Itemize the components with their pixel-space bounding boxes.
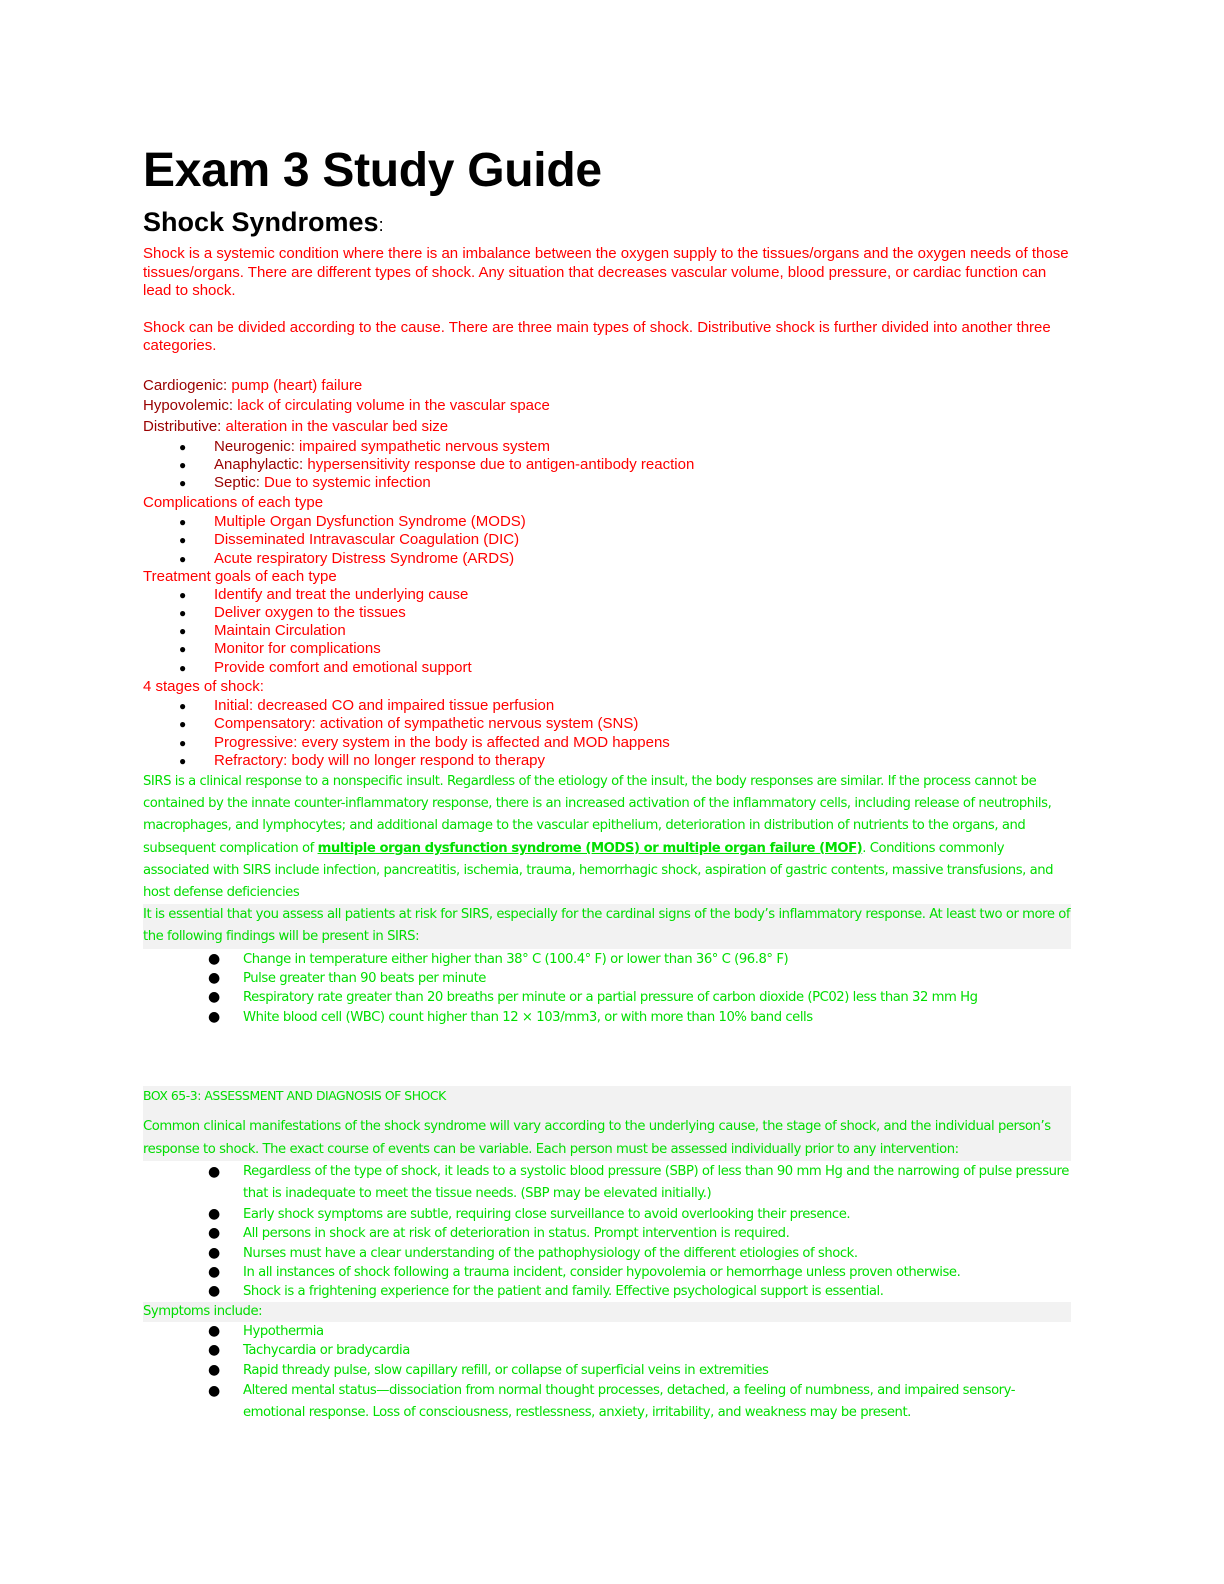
- list-item: ● Monitor for complications: [143, 640, 1071, 658]
- list-item: ● Maintain Circulation: [143, 622, 1071, 640]
- type-term: Cardiogenic:: [143, 376, 228, 394]
- list-item: [143, 456, 1071, 474]
- subtype-term: Neurogenic:: [214, 438, 295, 455]
- stages-heading: 4 stages of shock:: [143, 677, 264, 695]
- list-item: ● Rapid thready pulse, slow capillary refill, or collapse of superficial veins in extremities: [143, 1361, 1071, 1380]
- treatment-list: [143, 586, 1071, 677]
- list-item: ● Pulse greater than 90 beats per minute: [143, 969, 1071, 988]
- list-item: ● Altered mental status—dissociation from normal thought processes, detached, a feeling of numbness, and impaired sensory-emotional response. Loss of consciousness, restlessness, anxiety, irritability, and weakness may be present.: [143, 1380, 1071, 1424]
- sirs-paragraph: [143, 771, 1071, 904]
- complications-heading: Complications of each type: [143, 493, 324, 511]
- subtype-term: Anaphylactic:: [214, 456, 304, 474]
- list-item: [143, 438, 1071, 456]
- list-item: ● All persons in shock are at risk of deterioration in status. Prompt intervention is required.: [143, 1224, 1071, 1243]
- box-65-3: [143, 1086, 1071, 1160]
- list-item: ● Early shock symptoms are subtle, requiring close surveillance to avoid overlooking their presence.: [143, 1205, 1071, 1224]
- subtype-desc: Due to systemic infection: [259, 474, 431, 492]
- type-term: Hypovolemic:: [143, 397, 234, 414]
- treatment-heading: Treatment goals of each type: [143, 567, 337, 585]
- sirs-text-after: . Conditions commonly associated with SIRS include infection, pancreatitis, ischemia, trauma, hemorrhagic shock, aspiration of gastric contents, massive transfusions, and host defense deficiencies: [143, 840, 1054, 901]
- sirs-assessment-paragraph: It is essential that you assess all patients at risk for SIRS, especially for the cardinal signs of the body’s inflammatory response. At least two or more of the following findings will be present in SIRS:: [143, 904, 1071, 948]
- symptoms-list: [143, 1322, 1071, 1424]
- box-intro: Common clinical manifestations of the shock syndrome will vary according to the underlying cause, the stage of shock, and the individual person’s response to shock. The exact course of events can be variable. Each person must be assessed individually prior to any intervention:: [143, 1119, 1051, 1157]
- type-distributive: [143, 417, 1071, 438]
- intro-paragraph-2: Shock can be divided according to the cause. There are three main types of shock. Distributive shock is further divided into another three categories.: [143, 318, 1051, 354]
- box-items-list: [143, 1161, 1071, 1302]
- box-title: BOX 65-3: ASSESSMENT AND DIAGNOSIS OF SHOCK: [143, 1088, 446, 1104]
- subtype-term: Septic:: [214, 474, 260, 492]
- list-item: ● Progressive: every system in the body is affected and MOD happens: [143, 734, 1071, 752]
- list-item: ● In all instances of shock following a trauma incident, consider hypovolemia or hemorrhage unless proven otherwise.: [143, 1263, 1071, 1282]
- list-item: ● Change in temperature either higher than 38° C (100.4° F) or lower than 36° C (96.8° F): [143, 950, 1071, 969]
- list-item: ● Nurses must have a clear understanding of the pathophysiology of the different etiologies of shock.: [143, 1244, 1071, 1263]
- sirs-text-before: SIRS is a clinical response to a nonspecific insult. Regardless of the etiology of the insult, the body responses are similar. If the process cannot be contained by the innate counter-inflammatory response, there is an increased activation of the inflammatory cells, including release of neutrophils, macrophages, and lymphocytes; and additional damage to the vascular epithelium, deterioration in distribution of nutrients to the organs, and subsequent complication of: [143, 774, 1052, 856]
- list-item: ● Tachycardia or bradycardia: [143, 1341, 1071, 1360]
- type-desc: alteration in the vascular bed size: [221, 417, 449, 435]
- type-term: Distributive:: [143, 417, 222, 435]
- list-item: ● Respiratory rate greater than 20 breaths per minute or a partial pressure of carbon dioxide (PC02) less than 32 mm Hg: [143, 988, 1071, 1007]
- subtype-desc: impaired sympathetic nervous system: [294, 438, 550, 455]
- list-item: ● Acute respiratory Distress Syndrome (ARDS): [143, 550, 1071, 568]
- type-cardiogenic: [143, 376, 1071, 397]
- list-item: ● Initial: decreased CO and impaired tissue perfusion: [143, 697, 1071, 715]
- distributive-subtypes-list: [143, 438, 1071, 493]
- list-item: [143, 474, 1071, 492]
- document-page: [143, 140, 1071, 1424]
- complications-list: [143, 513, 1071, 568]
- section-heading: [143, 202, 1071, 245]
- list-item: ● White blood cell (WBC) count higher than 12 × 103/mm3, or with more than 10% band cells: [143, 1008, 1071, 1027]
- list-item: ● Provide comfort and emotional support: [143, 659, 1071, 677]
- section-heading-colon: :: [378, 215, 384, 235]
- type-desc: lack of circulating volume in the vascular space: [233, 397, 550, 414]
- document-title: Exam 3 Study Guide: [143, 144, 602, 197]
- sirs-findings-list: [143, 950, 1071, 1028]
- mods-mof-term: multiple organ dysfunction syndrome (MODS) or multiple organ failure (MOF): [317, 840, 863, 856]
- sirs-section: [143, 771, 1071, 1424]
- section-heading-text: Shock Syndromes: [143, 207, 379, 237]
- shock-overview: [143, 245, 1071, 770]
- list-item: ● Multiple Organ Dysfunction Syndrome (MODS): [143, 513, 1071, 531]
- list-item: ● Shock is a frightening experience for the patient and family. Effective psychological support is essential.: [143, 1282, 1071, 1301]
- symptoms-heading: Symptoms include:: [143, 1302, 1071, 1322]
- list-item: ● Refractory: body will no longer respond to therapy: [143, 752, 1071, 770]
- list-item: ● Identify and treat the underlying cause: [143, 586, 1071, 604]
- intro-paragraph-1: Shock is a systemic condition where there is an imbalance between the oxygen supply to the tissues/organs and the oxygen needs of those tissues/organs. There are different types of shock. Any situation that decreases vascular volume, blood pressure, or cardiac function can lead to shock.: [143, 245, 1069, 299]
- list-item: ● Regardless of the type of shock, it leads to a systolic blood pressure (SBP) of less than 90 mm Hg and the narrowing of pulse pressure that is inadequate to meet the tissue needs. (SBP may be elevated initially.): [143, 1161, 1071, 1205]
- type-hypovolemic: [143, 396, 1071, 417]
- stages-list: [143, 697, 1071, 770]
- list-item: ● Deliver oxygen to the tissues: [143, 604, 1071, 622]
- subtype-desc: hypersensitivity response due to antigen-antibody reaction: [303, 456, 695, 474]
- list-item: ● Hypothermia: [143, 1322, 1071, 1341]
- type-desc: pump (heart) failure: [227, 376, 363, 394]
- list-item: ● Disseminated Intravascular Coagulation (DIC): [143, 531, 1071, 549]
- list-item: ● Compensatory: activation of sympathetic nervous system (SNS): [143, 715, 1071, 733]
